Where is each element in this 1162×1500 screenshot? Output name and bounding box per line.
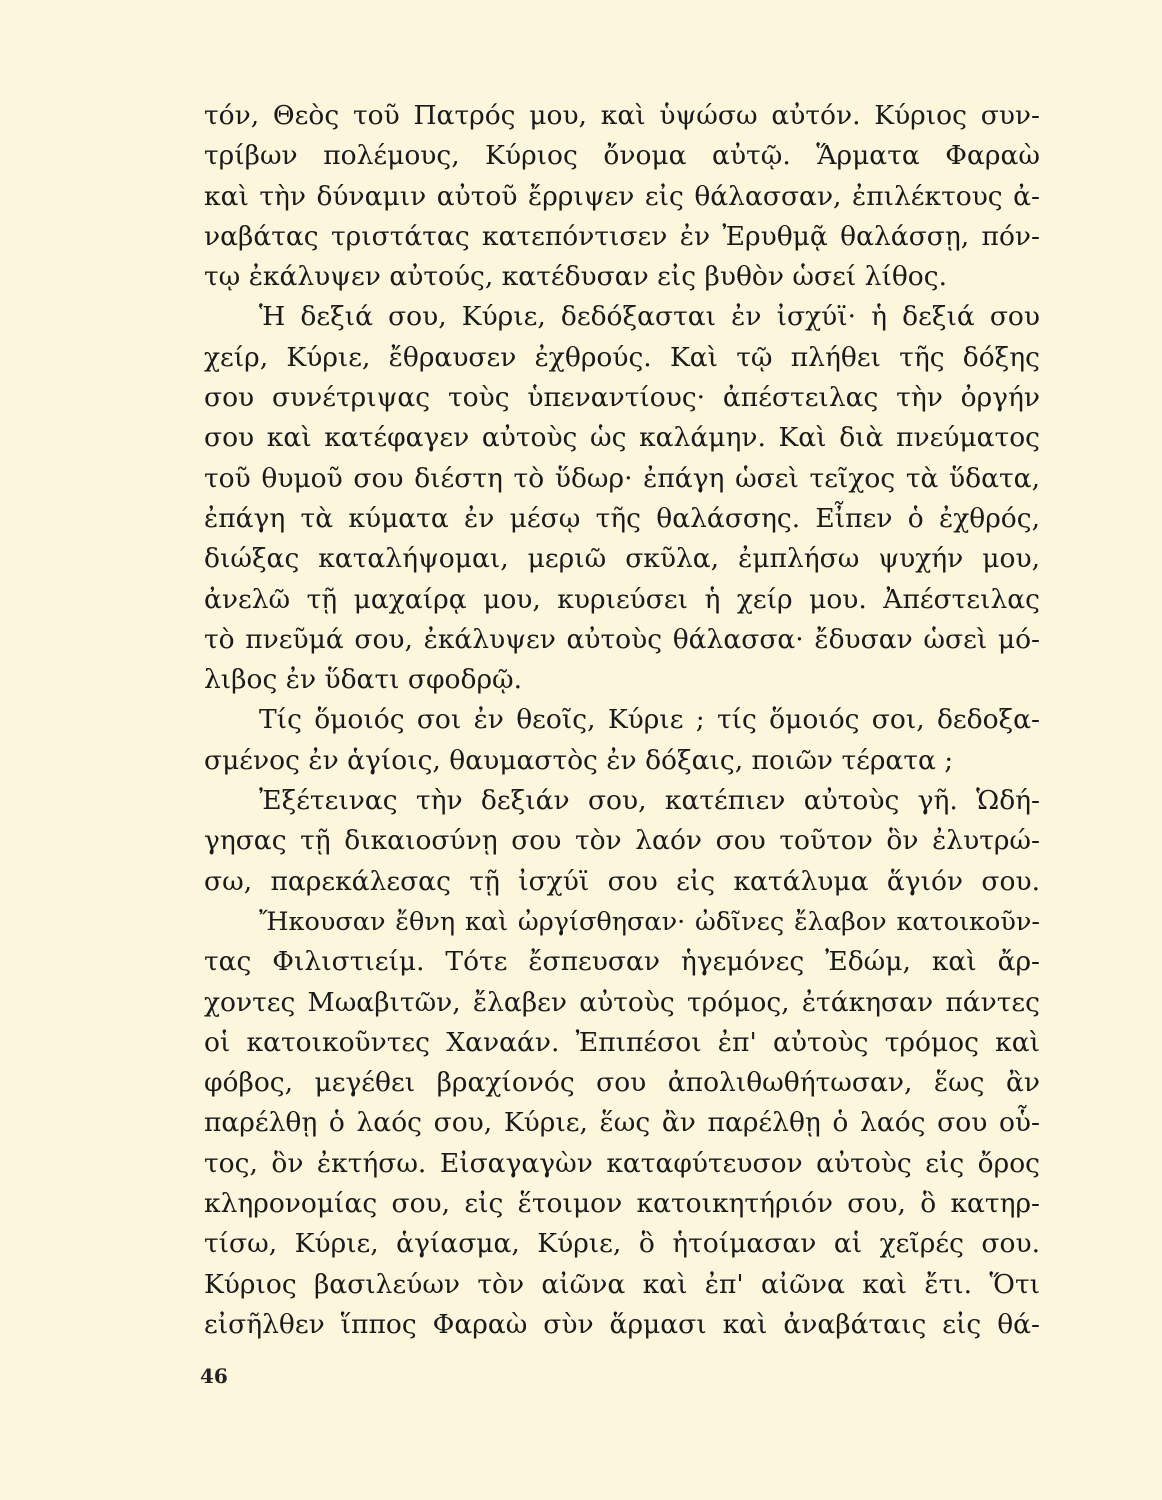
text-line: τὸ πνεῦμά σου, ἐκάλυψεν αὐτοὺς θάλασσα· ἔδυσαν ὡσεὶ μό-: [204, 623, 1040, 655]
text-line: λιβος ἐν ὕδατι σφοδρῷ.: [204, 664, 523, 696]
text-line: διώξας καταλήψομαι, μεριῶ σκῦλα, ἐμπλήσω ψυχήν μου,: [204, 543, 1040, 575]
text-line: σμένος ἐν ἁγίοις, θαυμαστὸς ἐν δόξαις, ποιῶν τέρατα ;: [204, 744, 954, 776]
text-line: Ἐξέτεινας τὴν δεξιάν σου, κατέπιεν αὐτοὺς γῆ. Ὡδή-: [259, 785, 1040, 817]
text-line: καὶ τὴν δύναμιν αὐτοῦ ἔρριψεν εἰς θάλασσαν, ἐπιλέκτους ἀ-: [204, 180, 1040, 212]
text-line: Ἤκουσαν ἔθνη καὶ ὠργίσθησαν· ὠδῖνες ἔλαβον κατοικοῦν-: [259, 906, 1040, 937]
text-line: Ἡ δεξιά σου, Κύριε, δεδόξασται ἐν ἰσχύϊ· ἡ δεξιά σου: [259, 301, 1040, 333]
text-line: παρέλθῃ ὁ λαός σου, Κύριε, ἕως ἂν παρέλθῃ ὁ λαός σου οὗ-: [204, 1107, 1040, 1139]
text-line: φόβος, μεγέθει βραχίονός σου ἀπολιθωθήτωσαν, ἕως ἂν: [204, 1067, 1040, 1099]
text-line: τας Φιλιστιείμ. Τότε ἔσπευσαν ἡγεμόνες Ἐδώμ, καὶ ἄρ-: [204, 946, 1040, 978]
text-line: τόν, Θεὸς τοῦ Πατρός μου, καὶ ὑψώσω αὐτόν. Κύριος συν-: [204, 100, 1040, 131]
text-line: σω, παρεκάλεσας τῇ ἰσχύϊ σου εἰς κατάλυμα ἅγιόν σου.: [204, 865, 1040, 897]
text-line: ἐπάγη τὰ κύματα ἐν μέσῳ τῆς θαλάσσης. Εἶπεν ὁ ἐχθρός,: [204, 502, 1040, 534]
text-line: τοῦ θυμοῦ σου διέστη τὸ ὕδωρ· ἐπάγη ὡσεὶ τεῖχος τὰ ὕδατα,: [204, 462, 1040, 494]
text-line: χοντες Μωαβιτῶν, ἔλαβεν αὐτοὺς τρόμος, ἐτάκησαν πάντες: [204, 986, 1040, 1018]
text-line: τος, ὃν ἐκτήσω. Εἰσαγαγὼν καταφύτευσον αὐτοὺς εἰς ὄρος: [204, 1147, 1040, 1179]
text-line: σου καὶ κατέφαγεν αὐτοὺς ὡς καλάμην. Καὶ διὰ πνεύματος: [204, 422, 1040, 454]
text-line: ἀνελῶ τῇ μαχαίρᾳ μου, κυριεύσει ἡ χείρ μου. Ἀπέστειλας: [204, 583, 1040, 615]
body-text: [204, 96, 1040, 1345]
text-line: σου συνέτριψας τοὺς ὑπεναντίους· ἀπέστειλας τὴν ὀργήν: [204, 382, 1040, 414]
text-line: τίσω, Κύριε, ἁγίασμα, Κύριε, ὃ ἡτοίμασαν αἱ χεῖρές σου.: [204, 1228, 1040, 1260]
text-line: ναβάτας τριστάτας κατεπόντισεν ἐν Ἐρυθμᾷ θαλάσσῃ, πόν-: [204, 220, 1040, 252]
text-line: τῳ ἐκάλυψεν αὐτούς, κατέδυσαν εἰς βυθὸν ὡσεί λίθος.: [204, 261, 948, 293]
text-line: Κύριος βασιλεύων τὸν αἰῶνα καὶ ἐπ' αἰῶνα καὶ ἔτι. Ὅτι: [204, 1268, 1040, 1300]
text-line: γησας τῇ δικαιοσύνῃ σου τὸν λαόν σου τοῦτον ὃν ἐλυτρώ-: [204, 825, 1040, 857]
text-line: κληρονομίας σου, εἰς ἕτοιμον κατοικητήριόν σου, ὃ κατηρ-: [204, 1188, 1040, 1220]
text-line: χείρ, Κύριε, ἔθραυσεν ἐχθρούς. Καὶ τῷ πλήθει τῆς δόξης: [204, 341, 1040, 373]
text-line: Τίς ὅμοιός σοι ἐν θεοῖς, Κύριε ; τίς ὅμοιός σοι, δεδοξα-: [259, 704, 1040, 736]
text-line: εἰσῆλθεν ἵππος Φαραὼ σὺν ἅρμασι καὶ ἀναβάταις εἰς θά-: [204, 1308, 1040, 1340]
page-number: 46: [200, 1364, 228, 1388]
text-line: τρίβων πολέμους, Κύριος ὄνομα αὐτῷ. Ἅρματα Φαραὼ: [204, 140, 1040, 172]
text-line: οἱ κατοικοῦντες Χαναάν. Ἐπιπέσοι ἐπ' αὐτοὺς τρόμος καὶ: [204, 1026, 1040, 1058]
